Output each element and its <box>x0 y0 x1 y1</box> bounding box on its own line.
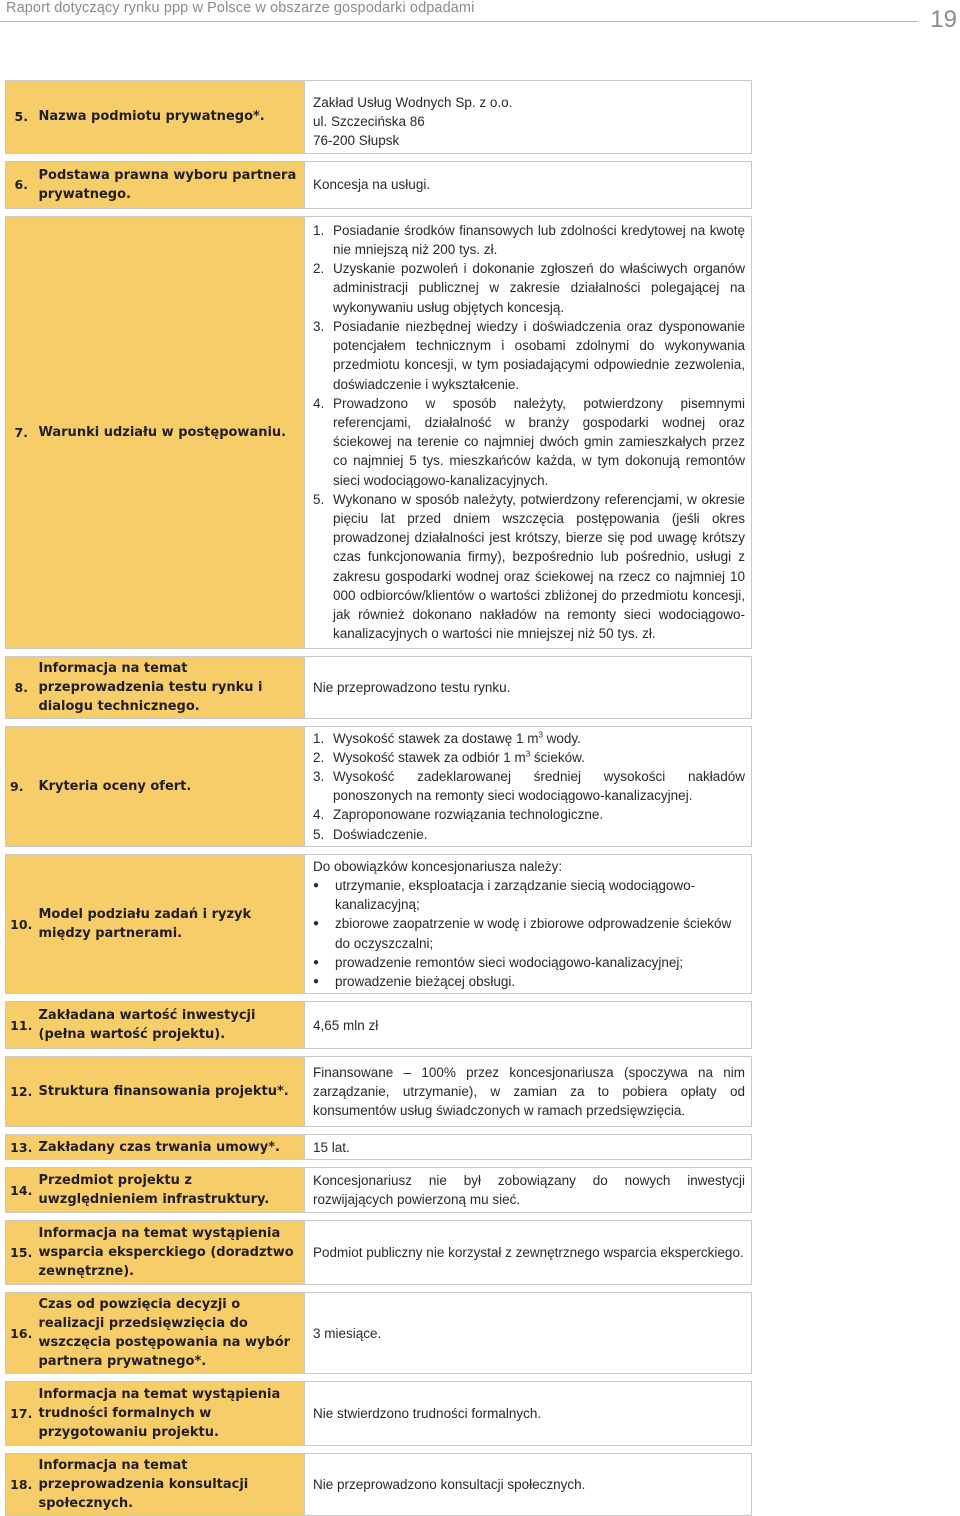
list-item: 3. Wysokość zadeklarowanej średniej wysokości nakładów ponoszonych na remonty sieci wodociągowo-kanalizacyjnej. <box>313 769 745 804</box>
row-number: 7. <box>6 216 37 648</box>
table-row <box>6 1454 752 1516</box>
table-row <box>6 1135 752 1160</box>
table-row <box>6 216 752 648</box>
list-item: 3. Posiadanie niezbędnej wiedzy i doświadczenia oraz dysponowanie potencjałem technicznym i osobami zdolnymi do wykonywania przedmiotu koncesji, w tym posiadającymi odpowiednie zezwolenia, doświadczenie i wykształcenie. <box>313 318 745 392</box>
row-number: 5. <box>6 81 37 154</box>
list-item: ● utrzymanie, eksploatacja i zarządzanie siecią wodociągowo-kanalizacyjną; <box>313 876 745 914</box>
bullet-icon: ● <box>313 880 320 892</box>
page-header <box>0 0 960 46</box>
row-label: Czas od powzięcia decyzji o realizacji przedsięwzięcia do wszczęcia postępowania na wybór partnera prywatnego*. <box>37 1293 305 1374</box>
row-number: 13. <box>6 1135 37 1160</box>
row-value: 15 lat. <box>305 1135 752 1160</box>
list-item: ● zbiorowe zaopatrzenie w wodę i zbiorowe odprowadzenie ścieków do oczyszczalni; <box>313 914 745 952</box>
value-line: Zakład Usług Wodnych Sp. z o.o. <box>313 95 513 110</box>
list-item: 4. Prowadzono w sposób należyty, potwierdzony pisemnymi referencjami, działalność w branży gospodarki wodnej oraz ściekowej na terenie co najmniej dwóch gmin zamieszkałych przez co najmniej 5 tys. mieszkańców każda, w tym dokonują remontów sieci wodociągowo-kanalizacyjnych. <box>313 395 745 488</box>
table-row <box>6 81 752 154</box>
table-row <box>6 854 752 993</box>
row-value <box>305 854 752 993</box>
table-row <box>6 726 752 846</box>
row-number: 16. <box>6 1293 37 1374</box>
value-line: ul. Szczecińska 86 <box>313 114 425 130</box>
row-value: Podmiot publiczny nie korzystał z zewnętrznego wsparcia eksperckiego. <box>305 1221 752 1285</box>
row-number: 14. <box>6 1168 37 1213</box>
row-label: Informacja na temat wystąpienia trudności formalnych w przygotowaniu projektu. <box>37 1382 305 1446</box>
table-row <box>6 1293 752 1374</box>
row-label: Kryteria oceny ofert. <box>37 726 305 846</box>
list-item: ● prowadzenie bieżącej obsługi. <box>313 972 745 991</box>
row-number: 12. <box>6 1057 37 1127</box>
header-divider <box>0 21 918 22</box>
row-number: 11. <box>6 1002 37 1049</box>
row-label: Nazwa podmiotu prywatnego*. <box>37 81 305 154</box>
row-number: 8. <box>6 656 37 718</box>
list-item: 5. Doświadczenie. <box>313 826 428 842</box>
row-label: Przedmiot projektu z uwzględnieniem infrastruktury. <box>37 1168 305 1213</box>
row-label: Informacja na temat przeprowadzenia konsultacji społecznych. <box>37 1454 305 1516</box>
row-label: Zakładany czas trwania umowy*. <box>37 1135 305 1160</box>
row-label: Struktura finansowania projektu*. <box>37 1057 305 1127</box>
bullet-icon: ● <box>313 918 320 930</box>
project-info-table <box>5 80 752 1516</box>
row-number: 9. <box>6 726 37 846</box>
row-value <box>305 726 752 846</box>
table-row <box>6 1221 752 1285</box>
row-value: Nie przeprowadzono konsultacji społecznych. <box>305 1454 752 1516</box>
row-value: Finansowane – 100% przez koncesjonariusza (spoczywa na nim zarządzanie, utrzymanie), w zamian za to pobiera opłaty od konsumentów usług świadczonych w ramach przedsięwzięcia. <box>305 1057 752 1127</box>
list-item: 1. Wysokość stawek za dostawę 1 $m^3$ wody. <box>313 730 581 746</box>
list-item: 2. Uzyskanie pozwoleń i dokonanie zgłoszeń do właściwych organów administracji publicznej w zakresie działalności polegającej na wykonywaniu usług objętych koncesją. <box>313 261 745 315</box>
list-item: 5. Wykonano w sposób należyty, potwierdzony referencjami, w okresie pięciu lat przed dniem wszczęcia postępowania (jeśli okres prowadzonej działalności jest krótszy, bierze się pod uwagę krótszy czas funkcjonowania firmy), bezpośrednio lub pośrednio, usługi z zakresu gospodarki wodnej oraz ściekowej na rzecz co najmniej 10 000 odbiorców/klientów o wartości zbliżonej do przedmiotu koncesji, jak również dokonano nakładów na remonty sieci wodociągowo-kanalizacyjnych o wartości nie mniejszej niż 50 tys. zł. <box>313 491 745 642</box>
row-number: 15. <box>6 1221 37 1285</box>
bullet-icon: ● <box>313 976 320 988</box>
row-number: 10. <box>6 854 37 993</box>
page-number: 19 <box>930 6 957 33</box>
bullet-icon: ● <box>313 956 320 968</box>
list-item: 1. Posiadanie środków finansowych lub zdolności kredytowej na kwotę nie mniejszą niż 200 tys. zł. <box>313 222 745 258</box>
table-row <box>6 656 752 718</box>
row-label: Podstawa prawna wyboru partnera prywatnego. <box>37 161 305 208</box>
report-title: Raport dotyczący rynku ppp w Polsce w obszarze gospodarki odpadami <box>6 0 475 16</box>
row-number: 17. <box>6 1382 37 1446</box>
list-item: 4. Zaproponowane rozwiązania technologiczne. <box>313 807 604 823</box>
row-value: Nie przeprowadzono testu rynku. <box>305 656 752 718</box>
row-label: Warunki udziału w postępowaniu. <box>37 216 305 648</box>
value-line: 76-200 Słupsk <box>313 133 400 149</box>
table-row <box>6 1168 752 1213</box>
row-label: Model podziału zadań i ryzyk między partnerami. <box>37 854 305 993</box>
row-value: 4,65 mln zł <box>305 1002 752 1049</box>
list-item: ● prowadzenie remontów sieci wodociągowo-kanalizacyjnej; <box>313 953 745 972</box>
table-row <box>6 1057 752 1127</box>
table-row <box>6 1002 752 1049</box>
table-row <box>6 1382 752 1446</box>
row-value <box>305 216 752 648</box>
row-label: Zakładana wartość inwestycji (pełna wartość projektu). <box>37 1002 305 1049</box>
table-row <box>6 161 752 208</box>
row-value <box>305 81 752 154</box>
list-item: 2. Wysokość stawek za odbiór 1 $m^3$ ścieków. <box>313 749 585 765</box>
row-label: Informacja na temat przeprowadzenia testu rynku i dialogu technicznego. <box>37 656 305 718</box>
value-intro: Do obowiązków koncesjonariusza należy: <box>313 858 563 874</box>
row-number: 18. <box>6 1454 37 1516</box>
row-value: 3 miesiące. <box>305 1293 752 1374</box>
row-value: Nie stwierdzono trudności formalnych. <box>305 1382 752 1446</box>
row-label: Informacja na temat wystąpienia wsparcia eksperckiego (doradztwo zewnętrzne). <box>37 1221 305 1285</box>
row-value: Koncesja na usługi. <box>305 161 752 208</box>
row-number: 6. <box>6 161 37 208</box>
row-value: Koncesjonariusz nie był zobowiązany do nowych inwestycji rozwijających powierzoną mu sieć. <box>305 1168 752 1213</box>
